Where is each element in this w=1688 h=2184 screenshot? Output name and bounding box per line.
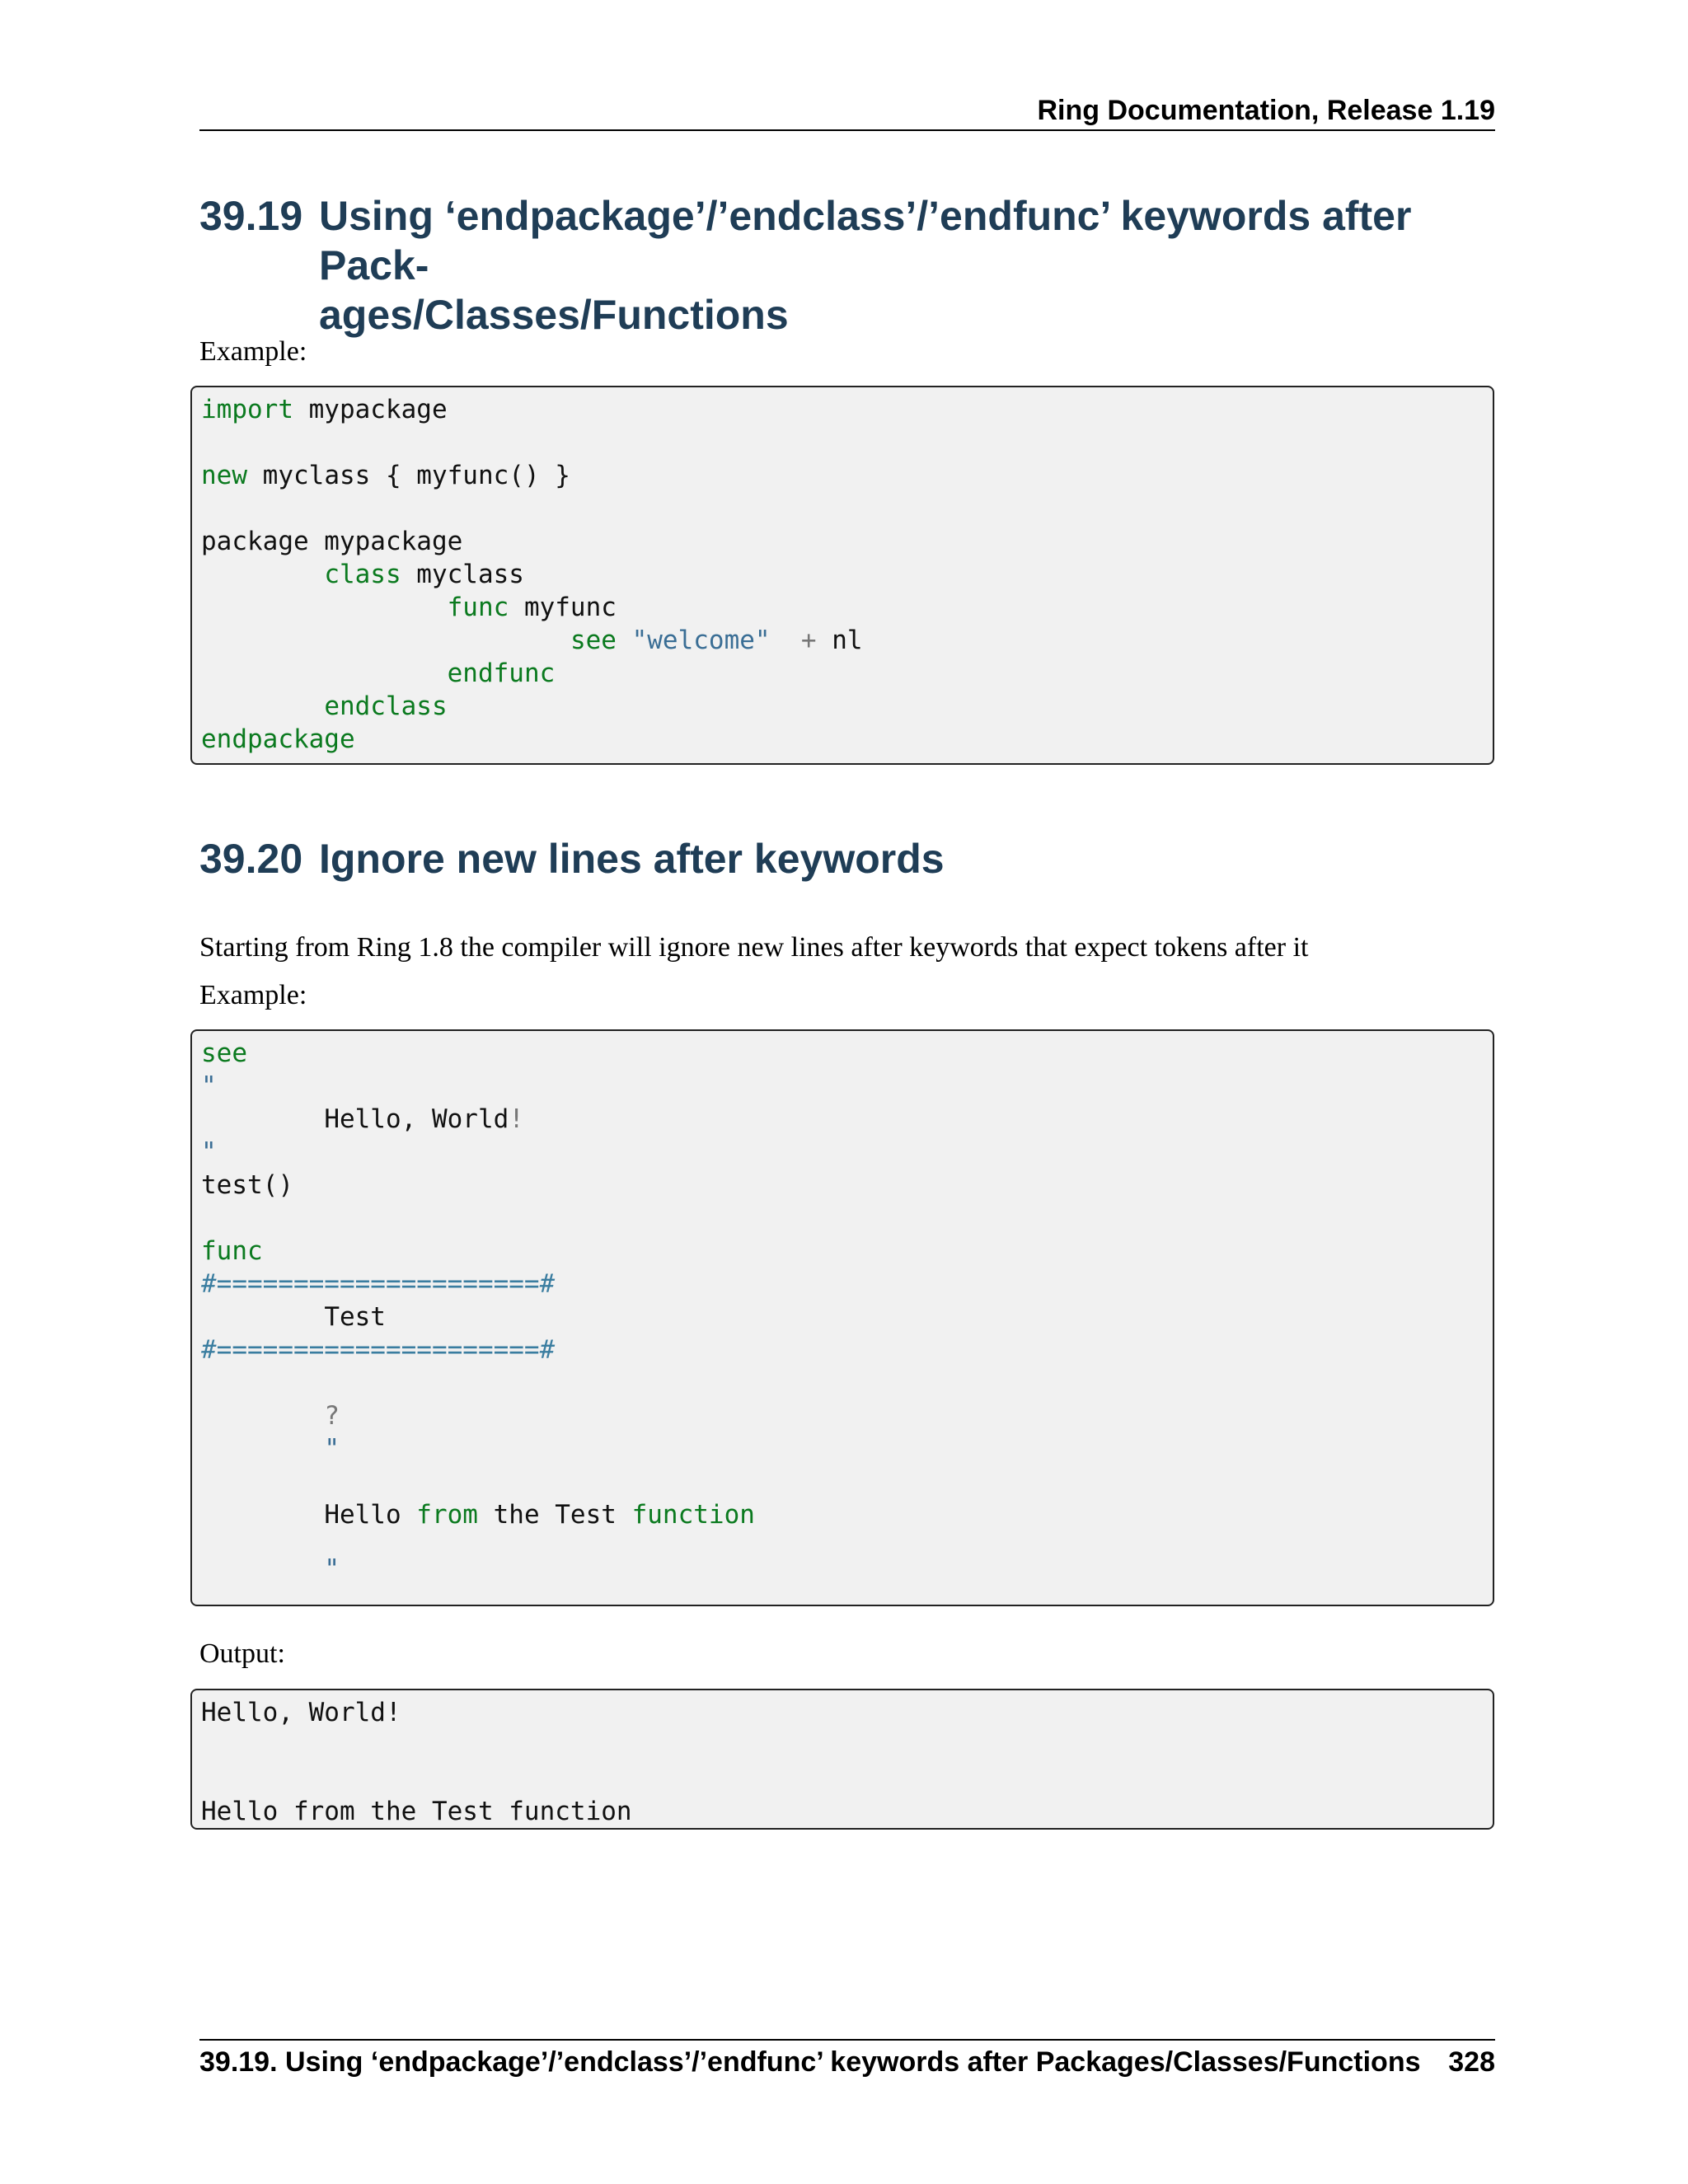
code-line [201,459,570,492]
code-text: Hello [324,1500,417,1530]
code-string: " [324,1554,340,1584]
code-comment: #=====================# [201,1269,556,1299]
page-number: 328 [1448,2046,1495,2078]
code-line [201,1268,555,1301]
example-label: Example: [199,980,307,1010]
output-label: Output: [199,1638,285,1669]
code-line [201,1070,217,1103]
code-keyword: see [201,1038,247,1068]
code-line [201,690,448,723]
code-line [201,723,355,756]
header-rule [199,129,1495,131]
code-keyword: class [324,560,401,589]
code-text: the Test [477,1500,632,1530]
code-keyword: new [201,461,247,490]
section-title [319,191,1495,340]
code-line [201,1553,340,1586]
code-text: myclass { myfunc() } [247,461,570,490]
code-line [201,591,617,624]
code-line [201,1399,340,1432]
running-header: Ring Documentation, Release 1.19 [1037,95,1495,126]
code-operator: + [800,626,817,655]
code-string: " [201,1071,217,1101]
section-number: 39.20 [199,836,303,882]
code-text: nl [816,626,863,655]
section-description: Starting from Ring 1.8 the compiler will ignore new lines after keywords that expect tokens after it [199,932,1309,963]
code-operator: ? [324,1401,340,1431]
code-text: Test [324,1302,386,1332]
code-keyword: import [201,395,293,424]
code-text: myclass [401,560,524,589]
code-keyword: func [201,1236,263,1266]
code-block [190,386,1494,765]
code-text: mypackage [293,395,448,424]
section-title-line: ages/Classes/Functions [319,292,789,338]
code-line [201,558,524,591]
running-footer [199,2044,1495,2080]
code-line [201,1136,217,1169]
code-keyword: from [416,1500,478,1530]
output-line: Hello, World! [201,1698,401,1727]
code-string: "welcome" [631,626,771,655]
code-line [201,1301,386,1333]
code-keyword: function [631,1500,755,1530]
code-line [201,1103,524,1136]
code-line: package mypackage [201,527,463,556]
code-keyword: endclass [324,691,448,721]
code-text: myfunc [509,593,617,622]
example-label: Example: [199,336,307,367]
code-line [201,1235,263,1268]
footer-rule [199,2039,1495,2041]
code-line [201,1333,555,1366]
code-keyword: endfunc [447,658,556,688]
output-line: Hello from the Test function [201,1797,632,1826]
section-number: 39.19 [199,193,303,239]
section-title: Ignore new lines after keywords [319,836,945,882]
code-string: " [201,1137,217,1167]
code-line [201,1498,755,1531]
code-comment: #=====================# [201,1335,556,1365]
footer-section-title: 39.19. Using ‘endpackage’/’endclass’/’endfunc’ keywords after Packages/Classes/Functions [199,2046,1421,2078]
code-keyword: endpackage [201,724,355,754]
code-line [201,393,448,426]
code-operator: ! [509,1104,524,1134]
code-line [201,624,863,657]
code-line [201,657,555,690]
code-string: " [324,1434,340,1464]
section-title-line: Using ‘endpackage’/’endclass’/’endfunc’ keywords after Pack- [319,193,1412,288]
code-keyword: func [447,593,509,622]
output-block [190,1689,1494,1830]
code-line: test() [201,1170,293,1200]
code-keyword: see [570,626,617,655]
section-heading-39-19 [199,191,1495,340]
code-block [190,1029,1494,1606]
section-heading-39-20 [199,834,1495,883]
code-line [201,1432,340,1465]
code-text: Hello, World [324,1104,509,1134]
code-line [201,1037,247,1070]
